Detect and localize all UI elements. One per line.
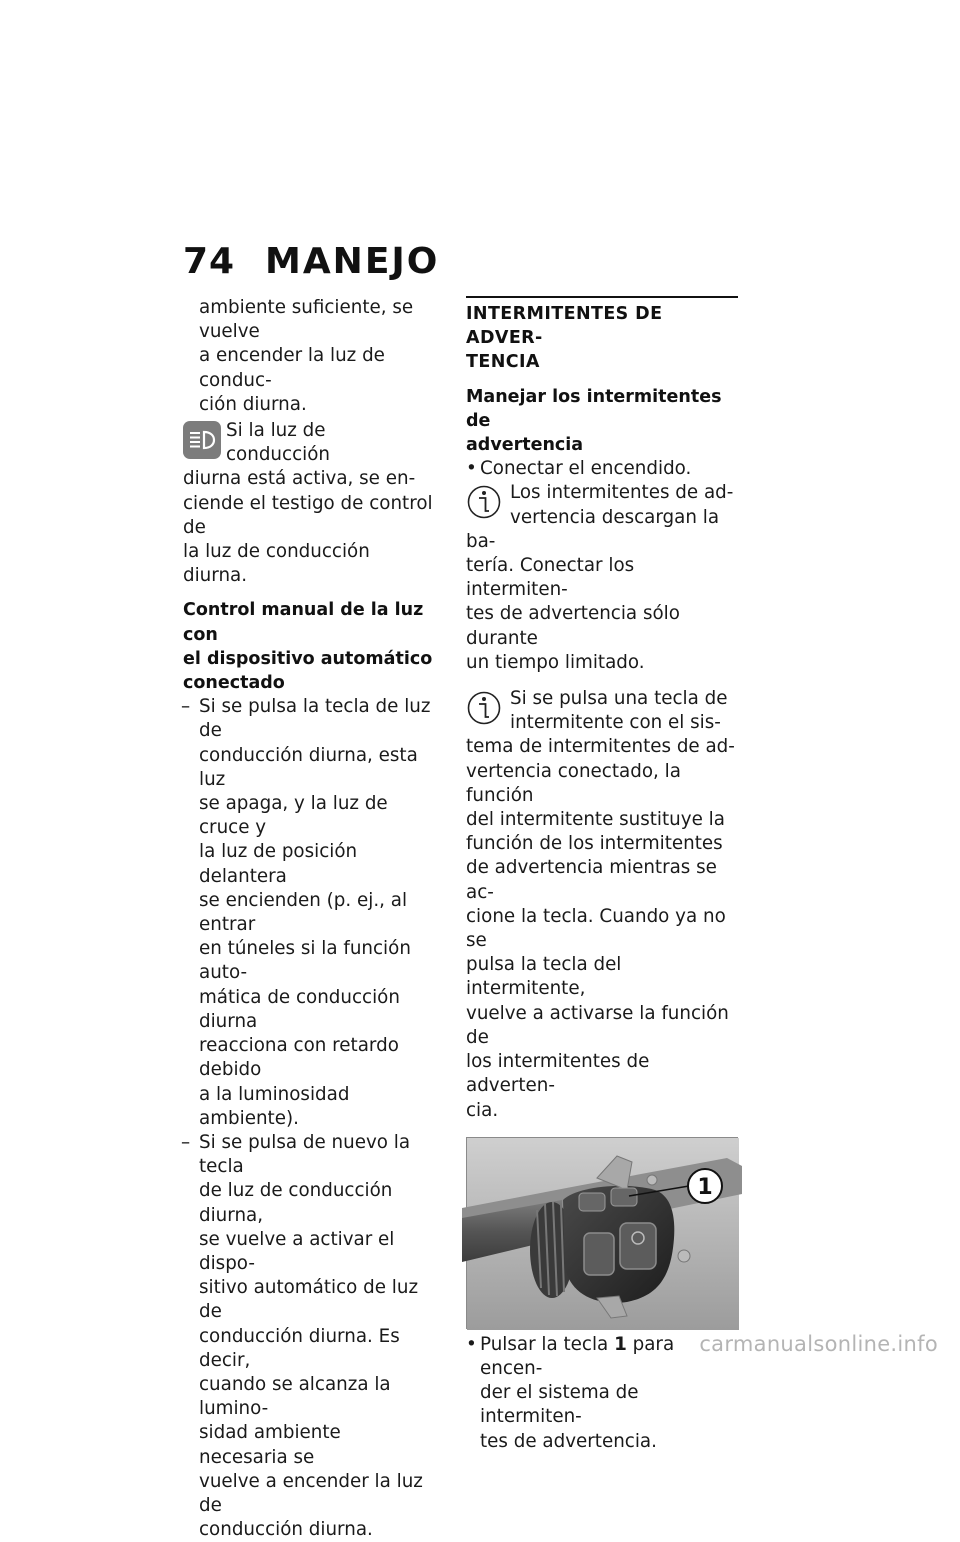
bullet-list <box>466 1333 738 1454</box>
page-header <box>183 240 743 284</box>
text-line: pulsa la tecla del intermitente, <box>466 954 622 1000</box>
text-line: tes de advertencia sólo durante <box>466 603 680 649</box>
page-number: 74 <box>183 241 236 282</box>
list-item: • Pulsar la tecla 1 para encen- der el sistema de intermiten- tes de advertencia. <box>466 1333 738 1454</box>
subsection-heading: Control manual de la luz con el dispositivo automático conectado <box>183 600 433 694</box>
info-icon <box>466 483 504 521</box>
daytime-running-light-icon <box>183 421 221 459</box>
text-line: vertencia descargan la ba- <box>466 506 720 552</box>
text-line: vuelve a activarse la función de <box>466 1002 729 1048</box>
section-title: MANEJO <box>265 241 440 282</box>
daytime-light-note <box>183 419 435 588</box>
text-line: Si se pulsa una tecla de <box>510 688 728 710</box>
info-note <box>466 481 738 675</box>
text-line: a encender la luz de conduc- <box>199 345 385 391</box>
watermark: carmanualsonline.info <box>699 1332 938 1356</box>
text-line: función de los intermitentes <box>466 833 723 855</box>
text-line: Si la luz de conducción <box>226 420 330 466</box>
key-reference: 1 <box>614 1333 627 1355</box>
text-line: ciende el testigo de control de <box>183 492 433 538</box>
info-note <box>466 687 738 1123</box>
text-line: cione la tecla. Cuando ya no se <box>466 905 726 952</box>
right-column <box>466 296 738 1454</box>
text-line: la luz de conducción diurna. <box>183 541 370 587</box>
subsection-heading: Manejar los intermitentes de advertencia <box>466 386 722 456</box>
text-line: vertencia conectado, la función <box>466 760 681 806</box>
handlebar-switch-illustration <box>467 1138 739 1330</box>
info-icon <box>466 689 504 727</box>
text-line: tema de intermitentes de ad- <box>466 736 735 758</box>
text-line: diurna está activa, se en- <box>183 468 416 490</box>
text-line: ción diurna. <box>199 393 307 415</box>
text-line: intermitente con el sis- <box>510 712 721 734</box>
text-line: ambiente suficiente, se vuelve <box>199 297 414 343</box>
text-line: tería. Conectar los intermiten- <box>466 555 635 601</box>
text-line: cia. <box>466 1099 499 1121</box>
list-item: – Si se pulsa la tecla de luz de conducción diurna, esta luz se apaga, y la luz de cruce y la luz de posición delantera se encienden (p. ej., al entrar en túneles si la función auto- mática de conducción diurna reacciona con retardo debido a la luminosidad ambiente). <box>183 695 435 1131</box>
text-line: del intermitente sustituye la <box>466 809 725 831</box>
text-line: los intermitentes de adverten- <box>466 1051 650 1097</box>
list-item: – Si se pulsa de nuevo la tecla de luz de conducción diurna, se vuelve a activar el dispo- sitivo automático de luz de conducción diurna. Es decir, cuando se alcanza la lumino- sidad ambiente necesaria se vuelve a encender la luz de conducción diurna. <box>183 1131 435 1542</box>
handlebar-switch-figure <box>466 1137 738 1329</box>
text-line: Los intermitentes de ad- <box>510 482 734 504</box>
dash-list <box>183 695 435 1542</box>
section-heading: INTERMITENTES DE ADVER- TENCIA <box>466 296 738 375</box>
figure-callout-label: 1 <box>697 1174 713 1200</box>
text-line: un tiempo limitado. <box>466 651 645 673</box>
bullet-list <box>466 457 738 481</box>
text-line: de advertencia mientras se ac- <box>466 857 717 903</box>
left-column <box>183 296 435 1542</box>
continued-paragraph <box>183 296 435 417</box>
list-item: • Conectar el encendido. <box>466 457 738 481</box>
